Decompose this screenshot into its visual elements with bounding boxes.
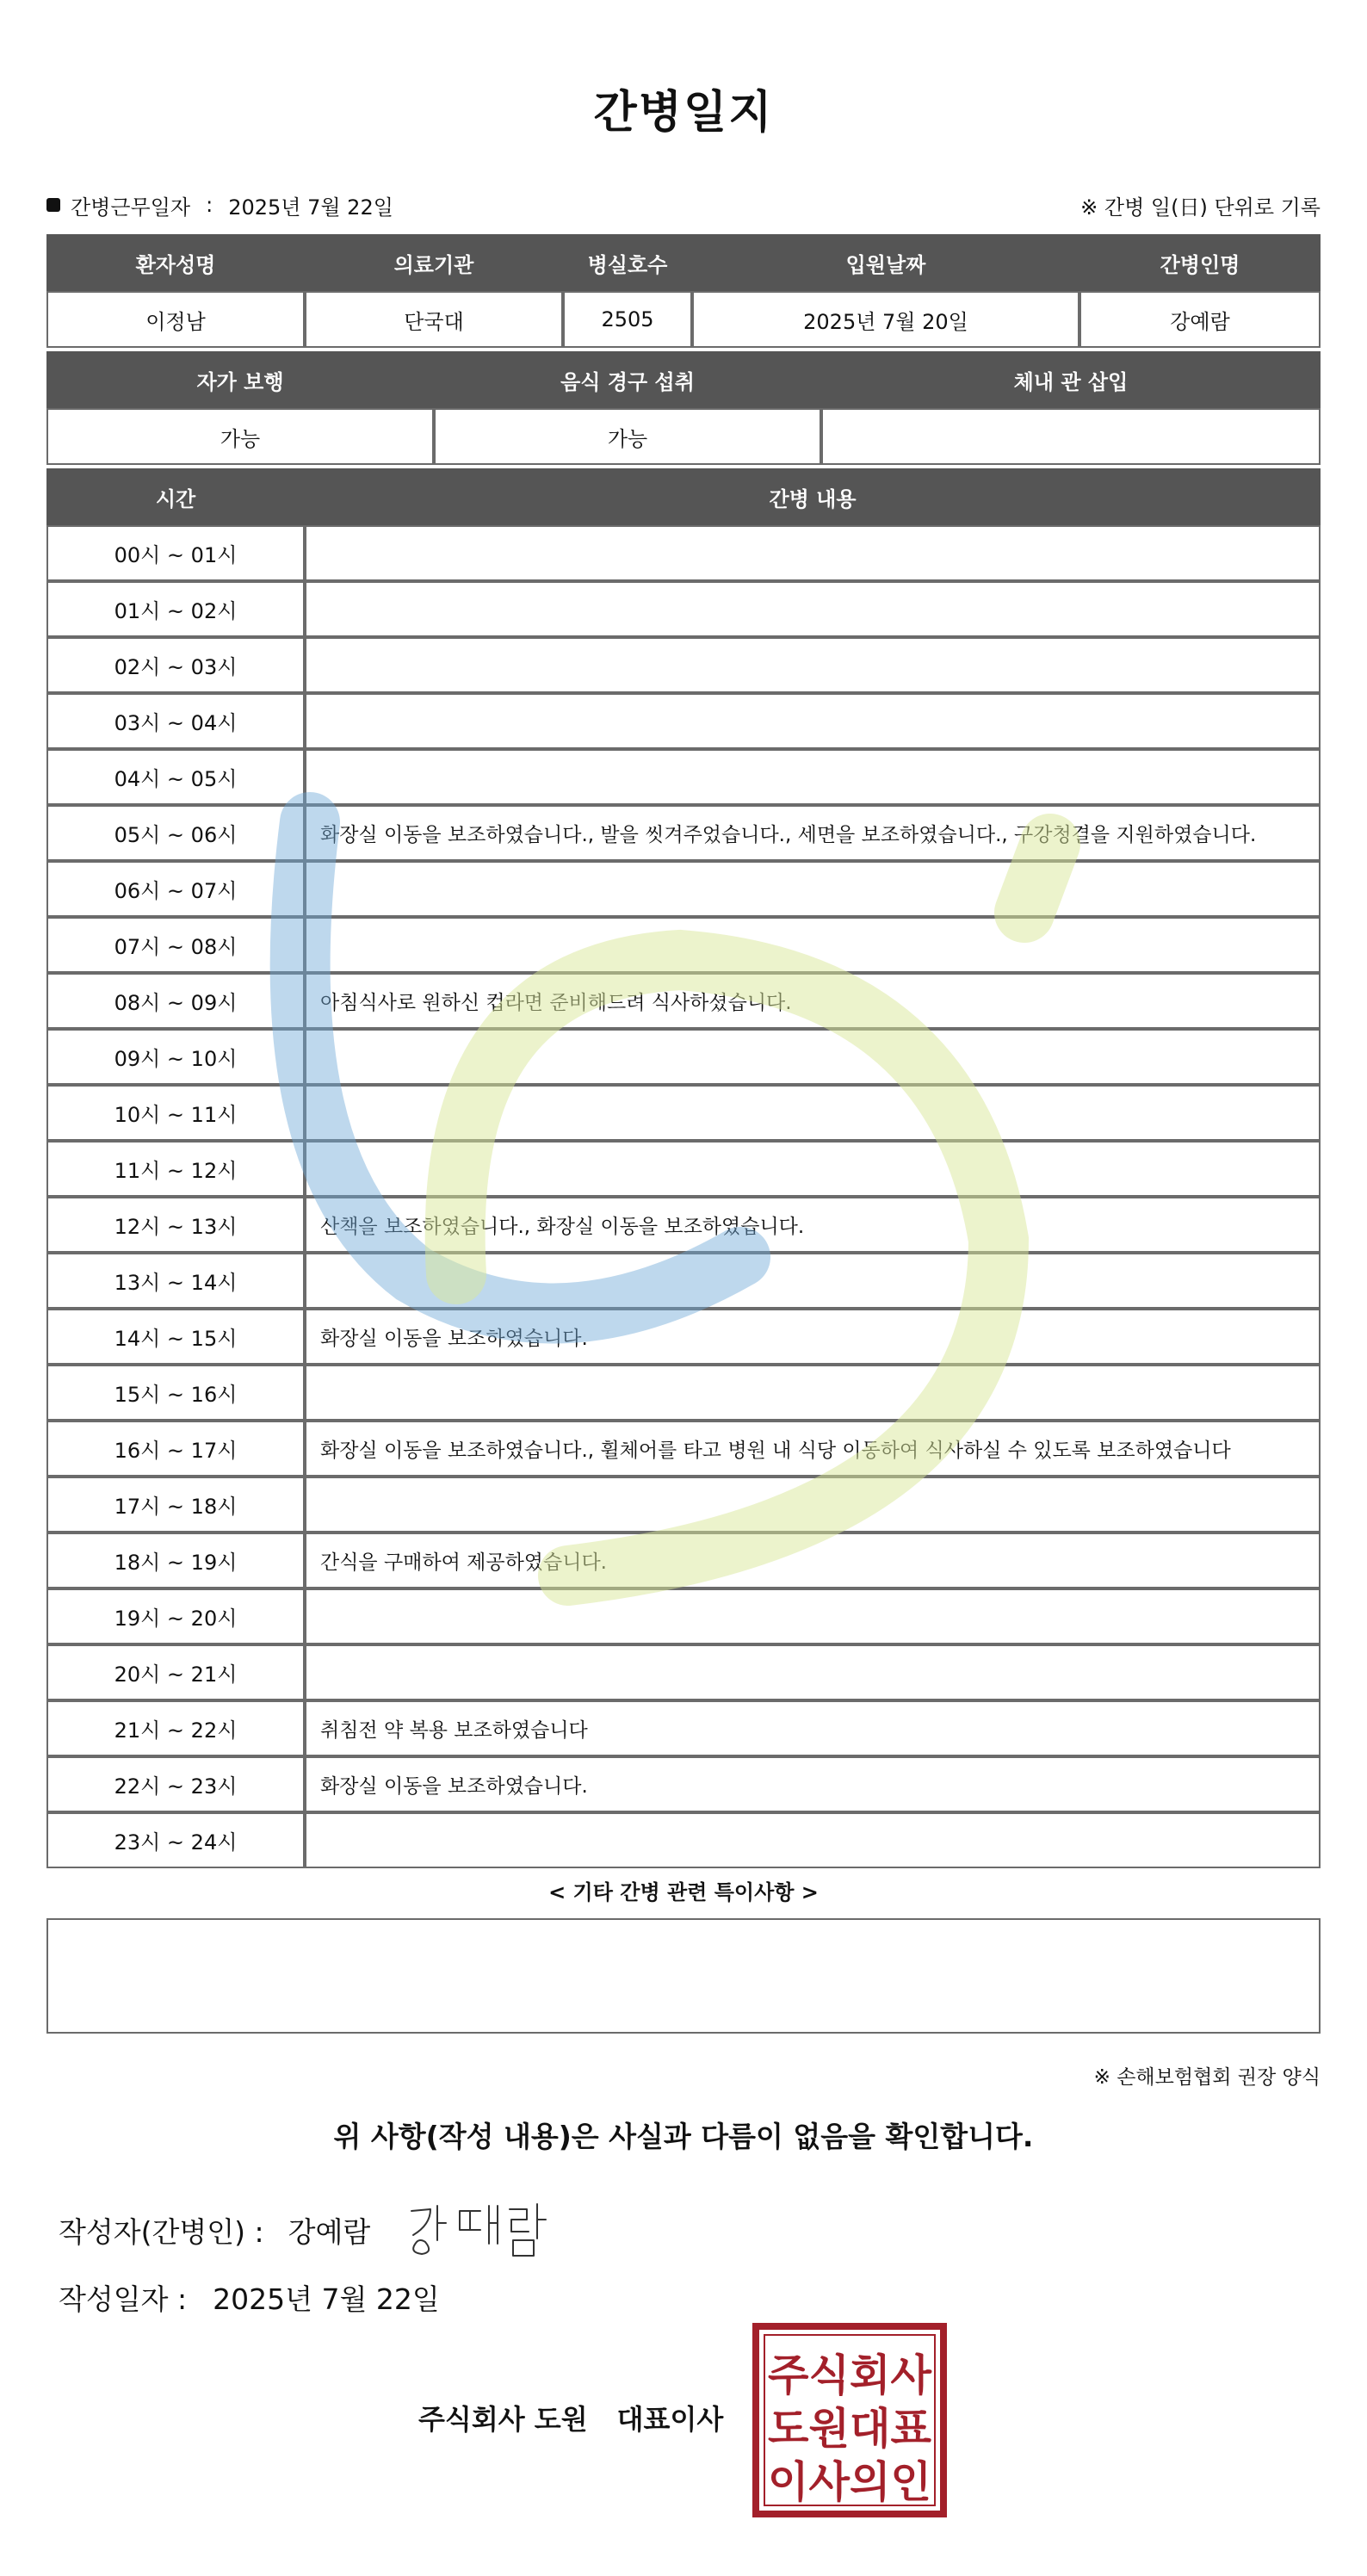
write-date-label: 작성일자 : — [59, 2282, 188, 2316]
care-time-cell: 17시 ~ 18시 — [46, 1477, 305, 1533]
care-row — [46, 749, 1321, 805]
form-recommendation-note: ※ 손해보험협회 권장 양식 — [1093, 2065, 1321, 2089]
care-row — [46, 1365, 1321, 1421]
care-content-cell — [305, 1365, 1321, 1421]
writer-label: 작성자(간병인) : — [59, 2214, 264, 2249]
header-hospital: 의료기관 — [305, 234, 563, 291]
care-row — [46, 1085, 1321, 1141]
header-admission-date: 입원날짜 — [692, 234, 1079, 291]
care-time-cell: 05시 ~ 06시 — [46, 805, 305, 861]
care-row — [46, 1253, 1321, 1309]
care-content-cell — [305, 1029, 1321, 1085]
company-seal-stamp — [752, 2323, 947, 2517]
care-row — [46, 1644, 1321, 1700]
work-date-value: 2025년 7월 22일 — [228, 195, 393, 220]
care-content-cell: 간식을 구매하여 제공하였습니다. — [305, 1533, 1321, 1588]
care-time-cell: 16시 ~ 17시 — [46, 1421, 305, 1477]
write-date-value: 2025년 7월 22일 — [213, 2282, 440, 2316]
care-row — [46, 917, 1321, 973]
remarks-title: < 기타 간병 관련 특이사항 > — [548, 1880, 819, 1904]
care-row — [46, 1812, 1321, 1868]
care-row — [46, 1477, 1321, 1533]
care-time-cell: 07시 ~ 08시 — [46, 917, 305, 973]
care-time-cell: 11시 ~ 12시 — [46, 1141, 305, 1197]
care-row — [46, 973, 1321, 1029]
care-row — [46, 1141, 1321, 1197]
patient-info-header-row — [46, 234, 1321, 291]
care-row — [46, 1756, 1321, 1812]
care-row — [46, 581, 1321, 637]
care-time-cell: 00시 ~ 01시 — [46, 525, 305, 581]
patient-info-value-row — [46, 291, 1321, 348]
care-content-cell: 산책을 보조하였습니다., 화장실 이동을 보조하였습니다. — [305, 1197, 1321, 1253]
care-content-cell — [305, 861, 1321, 917]
tube-insertion-cell — [821, 408, 1321, 465]
room-number-cell: 2505 — [563, 291, 692, 348]
company-representative-title: 대표이사 — [616, 2403, 724, 2436]
work-date-row — [46, 189, 393, 220]
care-row — [46, 1309, 1321, 1365]
work-date-label: 간병근무일자 — [71, 195, 191, 220]
caregiver-name-cell: 강예람 — [1079, 291, 1321, 348]
care-content-cell — [305, 693, 1321, 749]
patient-name-cell: 이정남 — [46, 291, 305, 348]
care-time-cell: 10시 ~ 11시 — [46, 1085, 305, 1141]
care-content-cell — [305, 1253, 1321, 1309]
care-row — [46, 861, 1321, 917]
care-content-cell: 화장실 이동을 보조하였습니다. — [305, 1309, 1321, 1365]
care-header-row — [46, 468, 1321, 525]
patient-info-table — [46, 234, 1321, 348]
care-time-cell: 13시 ~ 14시 — [46, 1253, 305, 1309]
header-care-content: 간병 내용 — [305, 468, 1321, 525]
square-bullet-icon — [46, 198, 60, 212]
header-time: 시간 — [46, 468, 305, 525]
care-row — [46, 1700, 1321, 1756]
care-content-cell — [305, 581, 1321, 637]
care-content-cell: 화장실 이동을 보조하였습니다., 발을 씻겨주었습니다., 세면을 보조하였습니다., 구강청결을 지원하였습니다. — [305, 805, 1321, 861]
care-content-cell: 화장실 이동을 보조하였습니다. — [305, 1756, 1321, 1812]
page-title: 간병일지 — [593, 87, 774, 139]
care-row — [46, 805, 1321, 861]
care-content-cell — [305, 1812, 1321, 1868]
care-content-cell — [305, 917, 1321, 973]
header-oral-intake: 음식 경구 섭취 — [434, 351, 821, 408]
writer-row — [59, 2195, 551, 2264]
care-content-cell: 화장실 이동을 보조하였습니다., 휠체어를 타고 병원 내 식당 이동하여 식사하실 수 있도록 보조하였습니다 — [305, 1421, 1321, 1477]
company-name: 주식회사 도원 — [418, 2403, 588, 2436]
seal-text-line: 이사의인 — [768, 2457, 931, 2507]
care-content-cell — [305, 637, 1321, 693]
oral-intake-cell: 가능 — [434, 408, 821, 465]
care-content-cell — [305, 1477, 1321, 1533]
header-self-walking: 자가 보행 — [46, 351, 434, 408]
care-time-cell: 21시 ~ 22시 — [46, 1700, 305, 1756]
care-content-cell: 아침식사로 원하신 컵라면 준비해드려 식사하셨습니다. — [305, 973, 1321, 1029]
care-time-cell: 08시 ~ 09시 — [46, 973, 305, 1029]
daily-record-note: ※ 간병 일(日) 단위로 기록 — [1080, 195, 1321, 220]
care-row — [46, 637, 1321, 693]
hospital-cell: 단국대 — [305, 291, 563, 348]
care-time-cell: 04시 ~ 05시 — [46, 749, 305, 805]
care-time-cell: 18시 ~ 19시 — [46, 1533, 305, 1588]
writer-name: 강예람 — [288, 2214, 371, 2249]
care-time-cell: 15시 ~ 16시 — [46, 1365, 305, 1421]
admission-date-cell: 2025년 7월 20일 — [692, 291, 1079, 348]
care-row — [46, 693, 1321, 749]
seal-text-group — [768, 2350, 932, 2507]
care-row — [46, 1197, 1321, 1253]
remarks-box — [46, 1918, 1321, 2034]
care-content-cell — [305, 1141, 1321, 1197]
care-content-cell — [305, 525, 1321, 581]
self-walking-cell: 가능 — [46, 408, 434, 465]
care-time-cell: 02시 ~ 03시 — [46, 637, 305, 693]
ability-value-row — [46, 408, 1321, 465]
care-row — [46, 1533, 1321, 1588]
care-row — [46, 1421, 1321, 1477]
care-content-cell: 취침전 약 복용 보조하였습니다 — [305, 1700, 1321, 1756]
handwritten-signature — [405, 2199, 551, 2261]
care-time-cell: 22시 ~ 23시 — [46, 1756, 305, 1812]
care-log-body — [46, 525, 1321, 1868]
care-time-cell: 19시 ~ 20시 — [46, 1588, 305, 1644]
care-row — [46, 1588, 1321, 1644]
write-date-row — [59, 2273, 440, 2321]
care-log-table — [46, 468, 1321, 1868]
care-time-cell: 20시 ~ 21시 — [46, 1644, 305, 1700]
care-time-cell: 23시 ~ 24시 — [46, 1812, 305, 1868]
care-time-cell: 01시 ~ 02시 — [46, 581, 305, 637]
care-content-cell — [305, 749, 1321, 805]
work-date-separator: : — [206, 193, 213, 217]
confirmation-statement: 위 사항(작성 내용)은 사실과 다름이 없음을 확인합니다. — [333, 2120, 1034, 2153]
patient-ability-table — [46, 351, 1321, 465]
seal-text-line: 주식회사 — [768, 2350, 932, 2400]
care-content-cell — [305, 1644, 1321, 1700]
header-patient-name: 환자성명 — [46, 234, 305, 291]
ability-header-row — [46, 351, 1321, 408]
care-time-cell: 14시 ~ 15시 — [46, 1309, 305, 1365]
care-time-cell: 03시 ~ 04시 — [46, 693, 305, 749]
care-row — [46, 525, 1321, 581]
care-time-cell: 12시 ~ 13시 — [46, 1197, 305, 1253]
care-time-cell: 06시 ~ 07시 — [46, 861, 305, 917]
header-tube-insertion: 체내 관 삽입 — [821, 351, 1321, 408]
care-row — [46, 1029, 1321, 1085]
company-row — [418, 2393, 723, 2442]
care-content-cell — [305, 1588, 1321, 1644]
care-time-cell: 09시 ~ 10시 — [46, 1029, 305, 1085]
care-content-cell — [305, 1085, 1321, 1141]
header-caregiver-name: 간병인명 — [1079, 234, 1321, 291]
seal-text-line: 도원대표 — [768, 2404, 932, 2454]
header-room-number: 병실호수 — [563, 234, 692, 291]
